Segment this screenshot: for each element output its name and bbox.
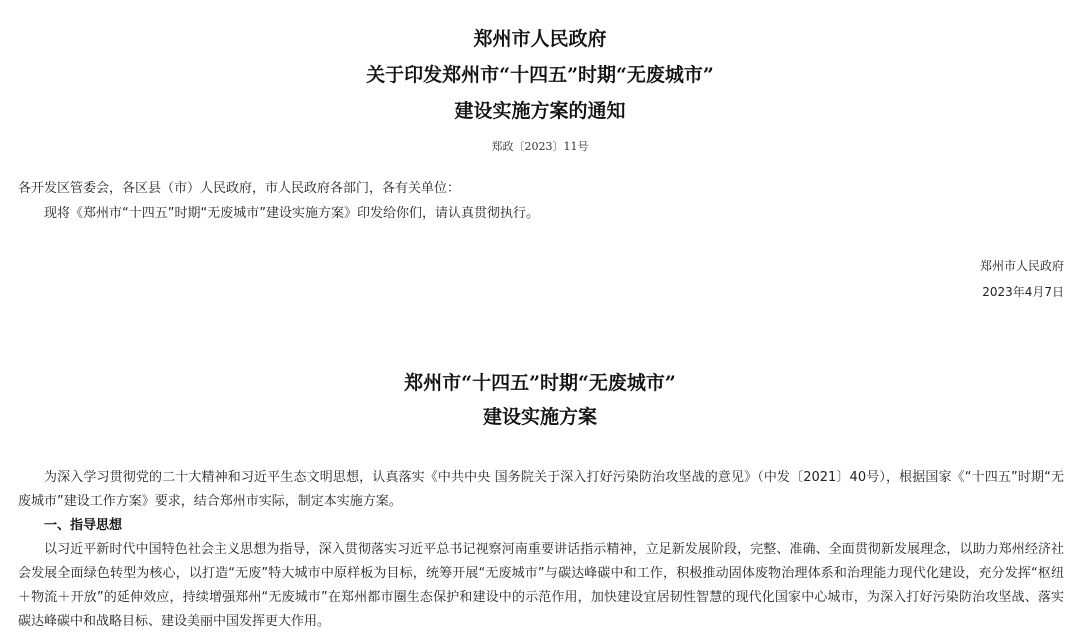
plan-title-line-2: 建设实施方案 [482,406,597,428]
document-number: 郑政〔2023〕11号 [491,140,589,153]
plan-intro-paragraph: 为深入学习贯彻党的二十大精神和习近平生态文明思想，认真落实《中共中央 国务院关于深入打好污染防治攻坚战的意见》（中发〔2021〕40号），根据国家《“十四五”时期“无废城市”建设工作方案》要求，结合郑州市实际，制定本实施方案。 [18,470,1064,509]
section-paragraph-guiding-ideology: 以习近平新时代中国特色社会主义思想为指导，深入贯彻落实习近平总书记视察河南重要讲话指示精神，立足新发展阶段，完整、准确、全面贯彻新发展理念，以助力郑州经济社会发展全面绿色转型为核心，以打造“无废”特大城市中原样板为目标，统筹开展“无废城市”与碳达峰碳中和工作，积极推动固体废物治理体系和治理能力现代化建设，充分发挥“枢纽＋物流＋开放”的延伸效应，持续增强郑州“无废城市”在郑州都市圈生态保护和建设中的示范作用，加快建设宜居韧性智慧的现代化国家中心城市，为深入打好污染防治攻坚战、落实碳达峰碳中和战略目标、建设美丽中国发挥更大作用。 [18,542,1064,629]
notice-title-line-1: 关于印发郑州市“十四五”时期“无废城市” [366,64,714,86]
plan-body [18,466,1064,634]
plan-title-line-1: 郑州市“十四五”时期“无废城市” [404,372,676,394]
notice-body: 现将《郑州市“十四五”时期“无废城市”建设实施方案》印发给你们，请认真贯彻执行。 [44,206,539,221]
signature: 郑州市人民政府 [979,259,1064,273]
issuing-authority: 郑州市人民政府 [473,28,607,50]
section-heading-guiding-ideology: 一、指导思想 [44,518,123,533]
issue-date: 2023年4月7日 [982,285,1064,299]
recipients-line: 各开发区管委会，各区县（市）人民政府，市人民政府各部门，各有关单位： [18,181,461,196]
notice-title-line-2: 建设实施方案的通知 [454,100,626,122]
